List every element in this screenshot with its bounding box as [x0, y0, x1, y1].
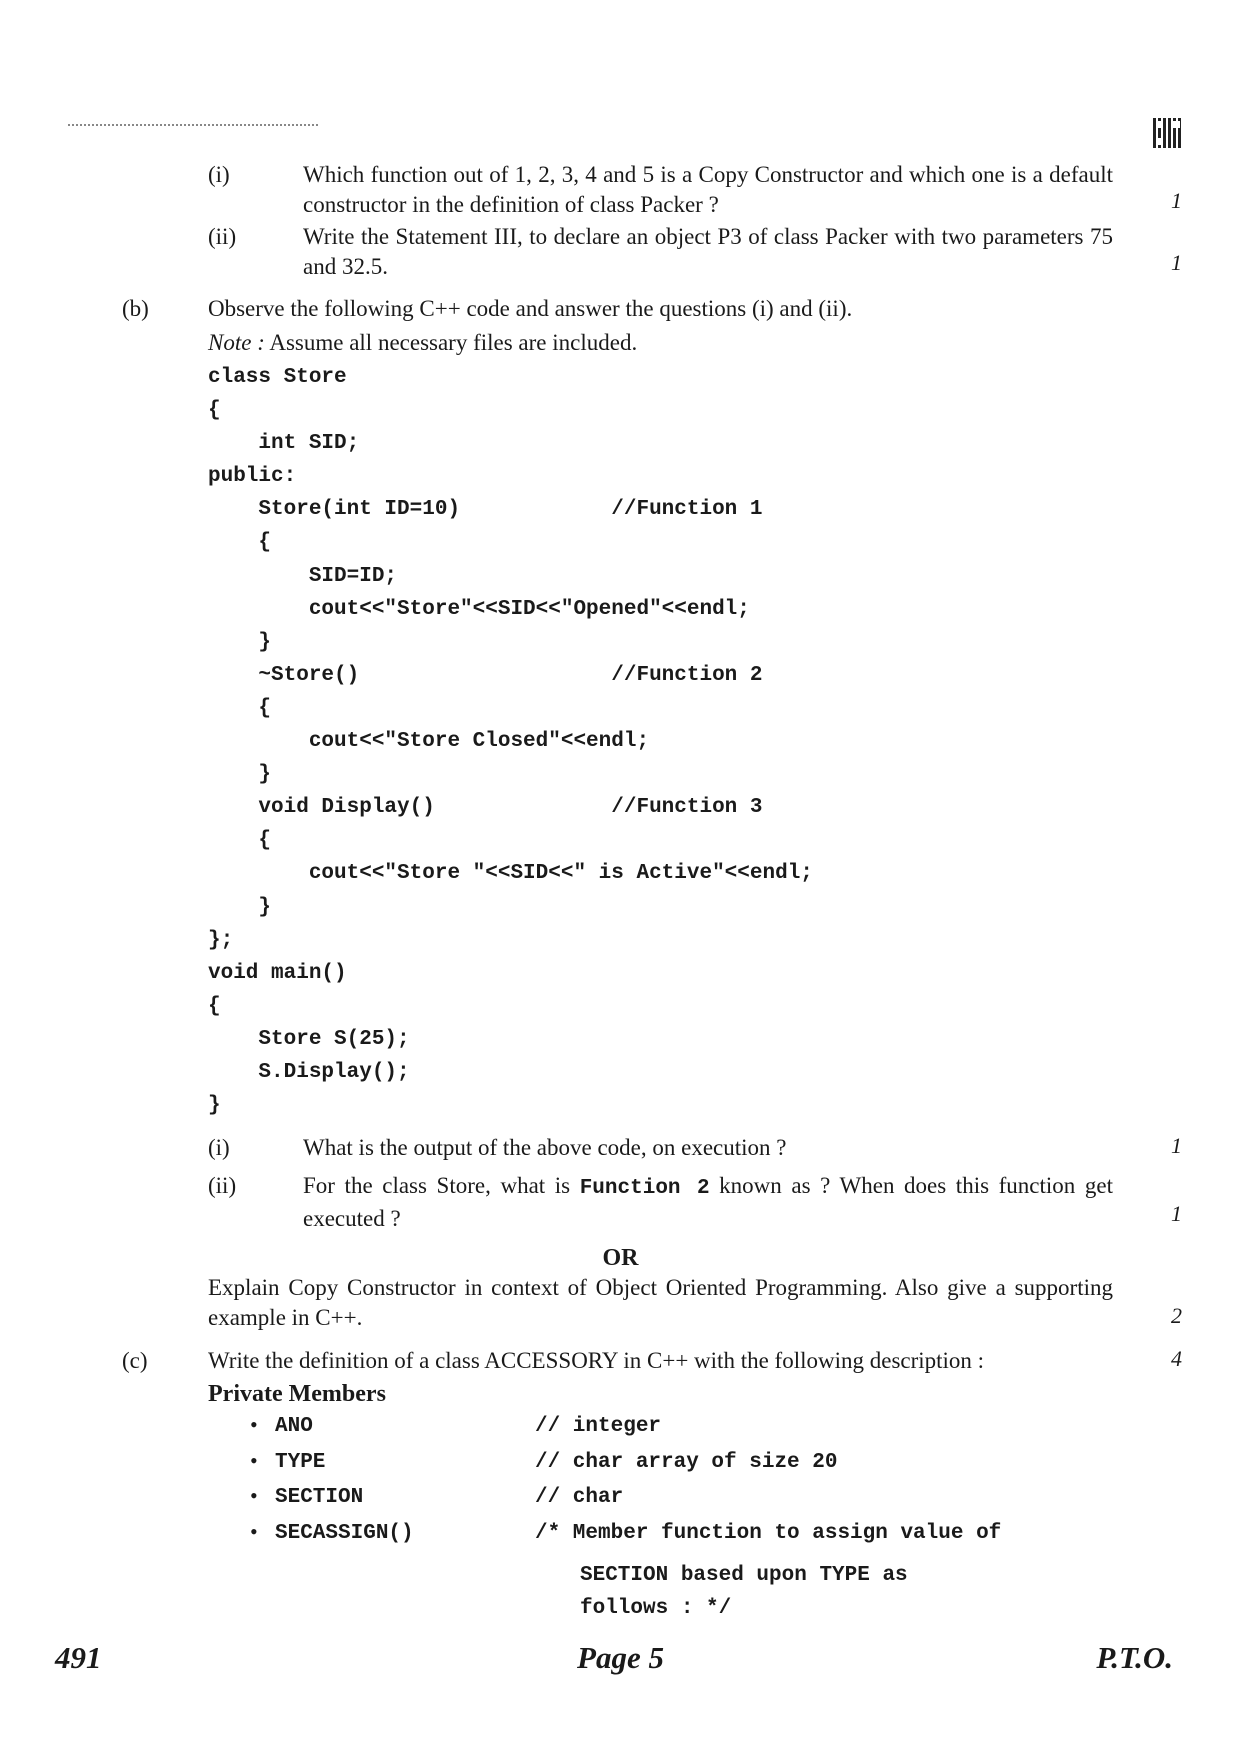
code-line: S.Display();	[208, 1060, 410, 1084]
member-name: ANO	[275, 1415, 313, 1438]
question-number: (ii)	[208, 224, 237, 249]
paper-code: 491	[55, 1640, 102, 1675]
question-number: (i)	[208, 1135, 230, 1160]
pto-label: P.T.O.	[1096, 1640, 1173, 1675]
inline-code: Function 2	[579, 1177, 710, 1200]
code-line: int SID;	[208, 432, 360, 456]
page-number: Page 5	[577, 1640, 664, 1675]
code-line: Store(int ID=10) //Function 1	[208, 498, 763, 522]
marks: 2	[1171, 1303, 1182, 1328]
code-line: void Display() //Function 3	[208, 796, 763, 820]
header-rule	[68, 124, 318, 126]
code-line: {	[208, 696, 272, 720]
member-comment: // char	[535, 1486, 624, 1509]
question-text	[303, 1171, 1113, 1234]
bullet-icon: •	[250, 1483, 258, 1508]
code-line: }	[208, 763, 272, 787]
comment-line: SECTION based upon TYPE as	[580, 1564, 908, 1587]
code-line: {	[208, 531, 272, 555]
question-number: (i)	[208, 162, 230, 187]
question-text: What is the output of the above code, on execution ?	[303, 1135, 787, 1160]
qr-code-icon	[1153, 118, 1183, 148]
code-line: }	[208, 895, 272, 919]
code-line: };	[208, 928, 234, 952]
q-text-a: For the class Store, what is	[303, 1173, 580, 1198]
question-text: Write the Statement III, to declare an object P3 of class Packer with two parameters 75 and 32.5.	[303, 224, 1113, 279]
question-number: (ii)	[208, 1173, 237, 1198]
marks: 1	[1171, 1201, 1182, 1226]
code-line: {	[208, 399, 221, 423]
note-label: Note :	[208, 330, 265, 355]
bullet-icon: •	[250, 1519, 258, 1544]
code-line: }	[208, 630, 272, 654]
question-text: Which function out of 1, 2, 3, 4 and 5 is a Copy Constructor and which one is a default constructor in the definition of class Packer ?	[303, 162, 1113, 217]
part-label: (b)	[122, 296, 149, 321]
code-line: class Store	[208, 366, 347, 389]
code-line: cout<<"Store "<<SID<<" is Active"<<endl;	[208, 862, 813, 886]
member-comment: /* Member function to assign value of	[535, 1522, 1002, 1545]
code-line: public:	[208, 465, 297, 489]
code-line: Store S(25);	[208, 1027, 410, 1051]
code-line: void main()	[208, 961, 347, 985]
code-line: {	[208, 994, 221, 1018]
marks: 1	[1171, 250, 1182, 275]
marks: 4	[1171, 1346, 1182, 1371]
bullet-icon: •	[250, 1412, 258, 1437]
code-line: ~Store() //Function 2	[208, 663, 763, 687]
member-name: SECTION	[275, 1486, 364, 1509]
part-text: Write the definition of a class ACCESSORY in C++ with the following description :	[208, 1348, 985, 1373]
member-name: SECASSIGN()	[275, 1522, 414, 1545]
comment-line: follows : */	[580, 1597, 732, 1620]
note-text: Assume all necessary files are included.	[264, 330, 638, 355]
code-line: }	[208, 1094, 221, 1118]
code-block	[208, 361, 813, 1122]
or-divider: OR	[602, 1245, 639, 1271]
q-text-b: known as ? When does this function get executed ?	[303, 1173, 1113, 1231]
bullet-icon: •	[250, 1448, 258, 1473]
private-members-heading: Private Members	[208, 1381, 386, 1407]
member-comment: // char array of size 20	[535, 1451, 838, 1474]
marks: 1	[1171, 1133, 1182, 1158]
code-line: cout<<"Store"<<SID<<"Opened"<<endl;	[208, 597, 750, 621]
note	[208, 328, 637, 358]
part-label: (c)	[122, 1348, 148, 1373]
marks: 1	[1171, 188, 1182, 213]
member-name: TYPE	[275, 1451, 326, 1474]
part-intro: Observe the following C++ code and answer the questions (i) and (ii).	[208, 296, 853, 321]
code-line: {	[208, 829, 272, 853]
or-question-text: Explain Copy Constructor in context of Object Oriented Programming. Also give a supporting example in C++.	[208, 1275, 1113, 1330]
code-line: SID=ID;	[208, 564, 398, 588]
member-comment: // integer	[535, 1415, 662, 1438]
code-line: cout<<"Store Closed"<<endl;	[208, 730, 650, 754]
